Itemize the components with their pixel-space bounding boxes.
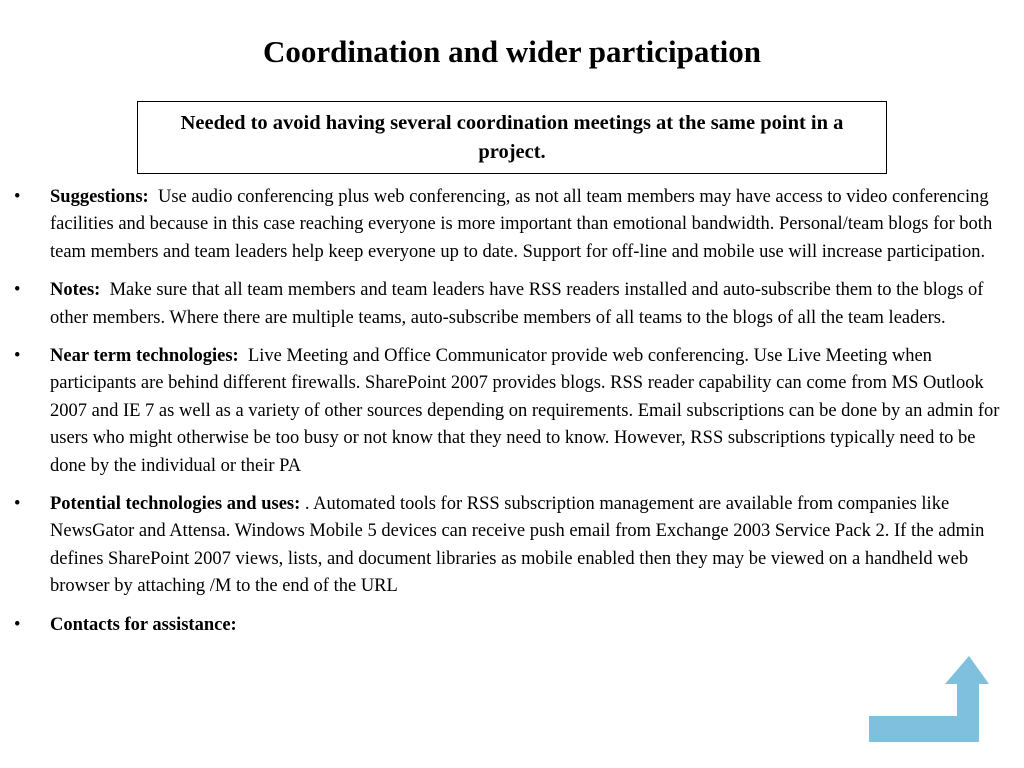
- bullet-item-suggestions: [0, 184, 1024, 266]
- bullet-item-contacts: [0, 612, 1024, 639]
- return-arrow-icon: [869, 656, 989, 744]
- bullet-dot: •: [14, 614, 21, 635]
- bullet-label: Near term technologies:: [50, 346, 239, 367]
- bullet-label: Suggestions:: [50, 187, 149, 207]
- slide-title: Coordination and wider participation: [262, 34, 762, 69]
- bullet-label: Contacts for assistance:: [50, 614, 237, 635]
- bullet-list: [0, 184, 1024, 650]
- bullet-dot: •: [14, 346, 21, 367]
- return-arrow-button[interactable]: [869, 656, 989, 744]
- bullet-text: . Automated tools for RSS subscription management are available from companies like NewsGator and Attensa. Windows Mobile 5 devices can receive push email from Exchange 2003 Service Pack 2. If the admin defines SharePoint 2007 views, lists, and document libraries as mobile enabled then they may be viewed on a handheld web browser by attaching /M to the end of the URL: [50, 494, 985, 597]
- bullet-dot: •: [14, 494, 21, 515]
- bullet-text: Live Meeting and Office Communicator provide web conferencing. Use Live Meeting when participants are behind different firewalls. SharePoint 2007 provides blogs. RSS reader capability can come from MS Outlook 2007 and IE 7 as well as a variety of other sources depending on requirements. Email subscriptions can be done by an admin for users who might otherwise be too busy or not know that they need to know. However, RSS subscriptions typically need to be done by the individual or their PA: [50, 346, 1000, 476]
- bullet-text: Make sure that all team members and team leaders have RSS readers installed and auto-subscribe them to the blogs of other members. Where there are multiple teams, auto-subscribe members of all teams to the blogs of all the team leaders.: [50, 280, 984, 328]
- bullet-item-near-term-technologies: [0, 343, 1024, 480]
- bullet-item-notes: [0, 277, 1024, 332]
- bullet-text: Use audio conferencing plus web conferencing, as not all team members may have access to video conferencing facilities and because in this case reaching everyone is more important than emotional bandwidth. Personal/team blogs for both team members and team leaders help keep everyone up to date. Support for off-line and mobile use will increase participation.: [50, 187, 993, 262]
- bullet-label: Potential technologies and uses:: [50, 494, 301, 515]
- bullet-dot: •: [14, 280, 21, 301]
- callout-box: Needed to avoid having several coordination meetings at the same point in a project.: [137, 101, 887, 174]
- bullet-item-potential-technologies: [0, 491, 1024, 601]
- bullet-label: Notes:: [50, 280, 101, 301]
- bullet-dot: •: [14, 187, 21, 207]
